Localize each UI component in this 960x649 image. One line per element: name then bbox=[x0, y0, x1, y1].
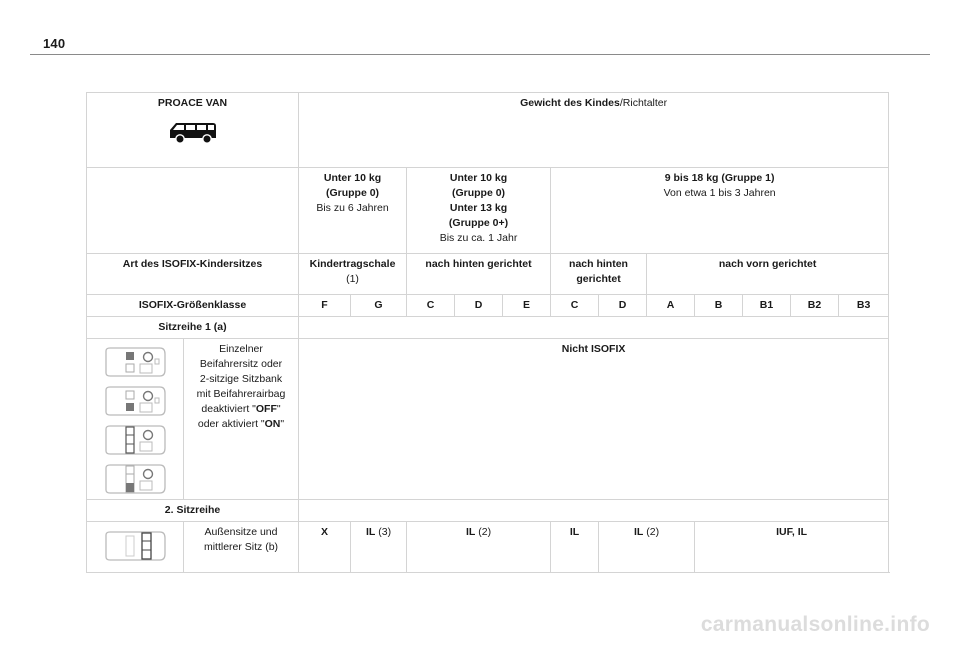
row2-value-il: IL bbox=[551, 522, 599, 573]
row2-icon-cell bbox=[87, 522, 184, 573]
weight-header-cell bbox=[299, 93, 889, 168]
value-text: IL bbox=[365, 526, 376, 538]
seat-type-row bbox=[87, 254, 889, 295]
size-class-value: D bbox=[455, 295, 503, 317]
seat-layout-icon bbox=[102, 385, 168, 417]
size-class-value: B bbox=[695, 295, 743, 317]
size-class-value: A bbox=[647, 295, 695, 317]
seat-layout-icon bbox=[102, 463, 168, 495]
size-class-label: ISOFIX-Größenklasse bbox=[87, 295, 299, 317]
value-text: IL bbox=[465, 526, 476, 538]
weight-label: Unter 10 kg bbox=[449, 172, 508, 184]
desc-line: Außensitze und bbox=[204, 526, 278, 538]
age-label: Bis zu 6 Jahren bbox=[316, 202, 389, 214]
desc-line: mit Beifahrerairbag bbox=[196, 388, 286, 400]
age-label: Von etwa 1 bis 3 Jahren bbox=[663, 187, 776, 199]
desc-line bbox=[186, 417, 296, 432]
empty-cell bbox=[87, 168, 299, 254]
row1-description bbox=[184, 339, 299, 500]
seat-icon-stack bbox=[89, 342, 181, 495]
group-label: (Gruppe 0) bbox=[325, 187, 380, 199]
isofix-table bbox=[86, 92, 889, 573]
carrycot-label: Kindertragschale bbox=[309, 258, 396, 270]
size-class-value: F bbox=[299, 295, 351, 317]
rear-facing-label: gerichtet bbox=[576, 273, 621, 285]
weight-group-0 bbox=[299, 168, 407, 254]
empty-cell bbox=[299, 500, 889, 522]
forward-facing-cell: nach vorn gerichtet bbox=[647, 254, 889, 295]
weight-label: Unter 13 kg bbox=[449, 202, 508, 214]
size-class-value: B1 bbox=[743, 295, 791, 317]
vehicle-cell bbox=[87, 93, 299, 168]
desc-line: Einzelner bbox=[219, 343, 263, 355]
header-row bbox=[87, 93, 889, 168]
rear-facing-label: nach hinten bbox=[569, 258, 628, 270]
row2-value-il2b bbox=[599, 522, 695, 573]
size-class-row bbox=[87, 295, 889, 317]
on-label: ON bbox=[264, 418, 281, 430]
weight-group-row bbox=[87, 168, 889, 254]
weight-group-0plus bbox=[407, 168, 551, 254]
row2-body-row bbox=[87, 522, 889, 573]
row2-value-iuf: IUF, IL bbox=[695, 522, 889, 573]
rear-facing-cell: nach hinten gerichtet bbox=[407, 254, 551, 295]
desc-text: " bbox=[276, 403, 281, 415]
size-class-value: G bbox=[351, 295, 407, 317]
header-rule bbox=[30, 54, 930, 55]
row2-value-x: X bbox=[299, 522, 351, 573]
rear-facing-cell-2 bbox=[551, 254, 647, 295]
weight-group-1 bbox=[551, 168, 889, 254]
age-header: /Richtalter bbox=[619, 97, 668, 109]
row2-heading-row bbox=[87, 500, 889, 522]
size-class-value: C bbox=[551, 295, 599, 317]
weight-label: 9 bis 18 kg (Gruppe 1) bbox=[664, 172, 775, 184]
desc-line: 2-sitzige Sitzbank bbox=[199, 373, 283, 385]
row1-heading-row bbox=[87, 317, 889, 339]
row1-body-row bbox=[87, 339, 889, 500]
desc-line: Beifahrersitz oder bbox=[199, 358, 283, 370]
desc-text: deaktiviert " bbox=[201, 403, 256, 415]
group-label: (Gruppe 0+) bbox=[448, 217, 509, 229]
seat-type-label: Art des ISOFIX-Kindersitzes bbox=[87, 254, 299, 295]
footnote-ref: (2) bbox=[643, 526, 660, 538]
desc-line: mittlerer Sitz (b) bbox=[203, 541, 279, 553]
size-class-value: D bbox=[599, 295, 647, 317]
seat-layout-icon bbox=[102, 530, 168, 562]
row2-value-il3 bbox=[351, 522, 407, 573]
carrycot-cell bbox=[299, 254, 407, 295]
weight-header: Gewicht des Kindes bbox=[520, 97, 620, 109]
row1-icons-cell bbox=[87, 339, 184, 500]
size-class-value: B2 bbox=[791, 295, 839, 317]
row2-description bbox=[184, 522, 299, 573]
age-label: Bis zu ca. 1 Jahr bbox=[439, 232, 518, 244]
size-class-value: C bbox=[407, 295, 455, 317]
row2-value-il2 bbox=[407, 522, 551, 573]
group-label: (Gruppe 0) bbox=[451, 187, 506, 199]
footnote-ref: (3) bbox=[375, 526, 392, 538]
value-text: IL bbox=[633, 526, 644, 538]
desc-text: oder aktiviert " bbox=[197, 418, 265, 430]
footnote-ref: (1) bbox=[346, 273, 359, 285]
van-icon bbox=[167, 119, 219, 145]
weight-label: Unter 10 kg bbox=[323, 172, 382, 184]
empty-cell bbox=[299, 317, 889, 339]
row1-label: Sitzreihe 1 (a) bbox=[87, 317, 299, 339]
vehicle-name: PROACE VAN bbox=[157, 97, 228, 109]
size-class-value: E bbox=[503, 295, 551, 317]
desc-text: " bbox=[280, 418, 285, 430]
seat-layout-icon bbox=[102, 346, 168, 378]
watermark: carmanualsonline.info bbox=[700, 613, 930, 636]
page-number: 140 bbox=[43, 36, 66, 51]
size-class-value: B3 bbox=[839, 295, 889, 317]
row1-value: Nicht ISOFIX bbox=[299, 339, 889, 500]
off-label: OFF bbox=[255, 403, 277, 415]
seat-layout-icon bbox=[102, 424, 168, 456]
desc-line bbox=[186, 402, 296, 417]
row2-label: 2. Sitzreihe bbox=[87, 500, 299, 522]
footnote-ref: (2) bbox=[475, 526, 492, 538]
